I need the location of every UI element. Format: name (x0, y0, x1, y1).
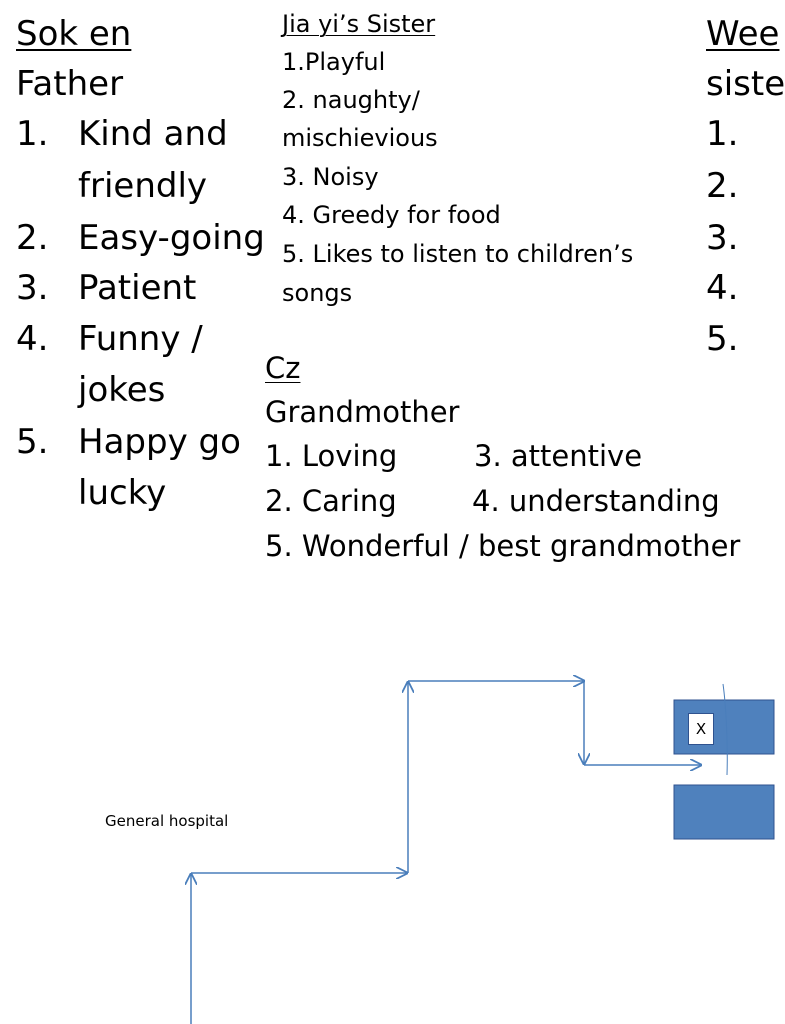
sok-en-title: Sok en (16, 14, 132, 54)
list-number: 2. (706, 166, 739, 206)
wee-title: Wee (706, 14, 780, 54)
list-item-continued: mischievious (282, 124, 438, 152)
grandmother-heading: Grandmother (265, 395, 460, 429)
list-item: 1. Loving (265, 439, 398, 473)
list-number: 5. (706, 319, 739, 359)
list-item: 4. understanding (472, 484, 720, 518)
list-item: 4. Greedy for food (282, 201, 501, 229)
list-item: 3. Patient (16, 268, 197, 308)
list-item: 4. Funny / (16, 319, 203, 359)
father-heading: Father (16, 64, 124, 104)
cz-title: Cz (265, 351, 301, 385)
general-hospital-label: General hospital (105, 812, 229, 830)
list-number: 4. (706, 268, 739, 308)
list-item-continued: friendly (78, 166, 208, 206)
list-number: 1. (706, 114, 739, 154)
list-item: 5. Likes to listen to children’s (282, 240, 634, 268)
list-item: 3. Noisy (282, 163, 379, 191)
list-item: 5. Wonderful / best grandmother (265, 529, 741, 563)
list-item: 2. Caring (265, 484, 397, 518)
sister-heading: siste (706, 64, 785, 104)
list-item: 3. attentive (474, 439, 643, 473)
list-item-continued: songs (282, 279, 353, 307)
list-item: 2. Easy-going (16, 218, 265, 258)
list-item: 1. Kind and (16, 114, 228, 154)
destination-marker-x: X (688, 713, 714, 745)
jia-yi-sister-title: Jia yi’s Sister (282, 10, 436, 38)
list-item: 5. Happy go (16, 422, 241, 462)
list-number: 3. (706, 218, 739, 258)
list-item-continued: lucky (78, 473, 167, 513)
list-item: 2. naughty/ (282, 86, 420, 114)
list-item: 1.Playful (282, 48, 386, 76)
building-block-lower (674, 785, 774, 839)
list-item-continued: jokes (78, 370, 166, 410)
